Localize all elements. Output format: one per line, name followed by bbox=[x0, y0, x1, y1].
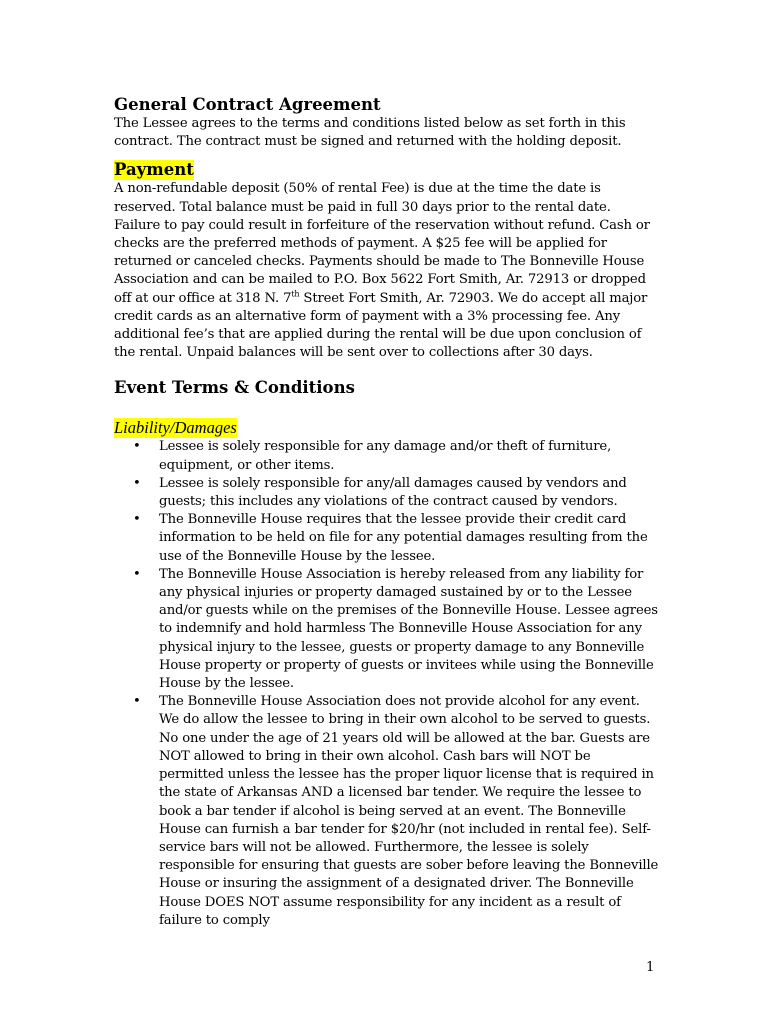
list-item-text: The Bonneville House Association is hereby released from any liability for any physical injuries or property damaged sustained by or to the Lessee and/or guests while on the premises of the Bonneville House. Lessee agrees to indemnify and hold harmless The Bonneville House Association for any physical injury to the lessee, guests or property damage to any Bonneville House property or property of guests or invitees while using the Bonneville House by the lessee. bbox=[159, 566, 658, 692]
bullet-icon: • bbox=[133, 566, 141, 582]
event-terms-heading: Event Terms & Conditions bbox=[114, 378, 355, 398]
list-item-text: Lessee is solely responsible for any/all damages caused by vendors and guests; this includes any violations of the contract caused by vendors. bbox=[159, 475, 627, 510]
document-title: General Contract Agreement bbox=[114, 95, 381, 114]
list-item bbox=[114, 475, 659, 511]
list-item-text: Lessee is solely responsible for any damage and/or theft of furniture, equipment, or other items. bbox=[159, 439, 612, 473]
list-item-text: The Bonneville House Association does not provide alcohol for any event. We do allow the lessee to bring in their own alcohol to be served to guests. No one under the age of 21 years old will be allowed at the bar. Guests are NOT allowed to bring in their own alcohol. Cash bars will NOT be permitted unless the lessee has the proper liquor license that is required in the state of Arkansas AND a licensed bar tender. We require the lessee to book a bar tender if alcohol is being served at an event. The Bonneville House can furnish a bar tender for $20/hr (not included in rental fee). Self-service bars will not be allowed. Furthermore, the lessee is solely responsible for ensuring that guests are sober before leaving the Bonneville House or insuring the assignment of a designated driver. The Bonneville House DOES NOT assume responsibility for any incident as a result of failure to comply bbox=[159, 694, 659, 928]
list-item bbox=[114, 693, 659, 930]
payment-superscript: th bbox=[291, 289, 300, 299]
bullet-icon: • bbox=[133, 439, 141, 455]
payment-paragraph bbox=[114, 180, 659, 362]
list-item bbox=[114, 511, 659, 566]
bullet-icon: • bbox=[133, 694, 141, 710]
bullet-icon: • bbox=[133, 475, 141, 491]
list-item bbox=[114, 438, 659, 474]
intro-paragraph: The Lessee agrees to the terms and conditions listed below as set forth in this contract. The contract must be signed and returned with the holding deposit. bbox=[114, 116, 626, 150]
list-item bbox=[114, 566, 659, 693]
document-page bbox=[114, 95, 659, 930]
payment-heading: Payment bbox=[114, 160, 194, 180]
list-item-text: The Bonneville House requires that the lessee provide their credit card information to be held on file for any potential damages resulting from the use of the Bonneville House by the lessee. bbox=[159, 512, 648, 564]
liability-bullet-list bbox=[114, 438, 659, 929]
bullet-icon: • bbox=[133, 512, 141, 528]
page-number: 1 bbox=[646, 960, 655, 975]
payment-text-part1: A non-refundable deposit (50% of rental Fee) is due at the time the date is reserved. Total balance must be paid in full 30 days prior to the rental date. Failure to pay could result in forfeiture of the reservation without refund. Cash or checks are the preferred methods of payment. A $25 fee will be applied for returned or canceled checks. Payments should be made to The Bonneville House Association and can be mailed to P.O. Box 5622 Fort Smith, Ar. 72913 or dropped off at our office at 318 N. 7 bbox=[114, 181, 650, 306]
payment-text-part2: Street Fort Smith, Ar. 72903. We do accept all major credit cards as an alternative form of payment with a 3% processing fee. Any additional fee’s that are applied during the rental will be due upon conclusion of the rental. Unpaid balances will be sent over to collections after 30 days. bbox=[114, 290, 648, 361]
liability-damages-heading: Liability/Damages bbox=[114, 418, 237, 438]
